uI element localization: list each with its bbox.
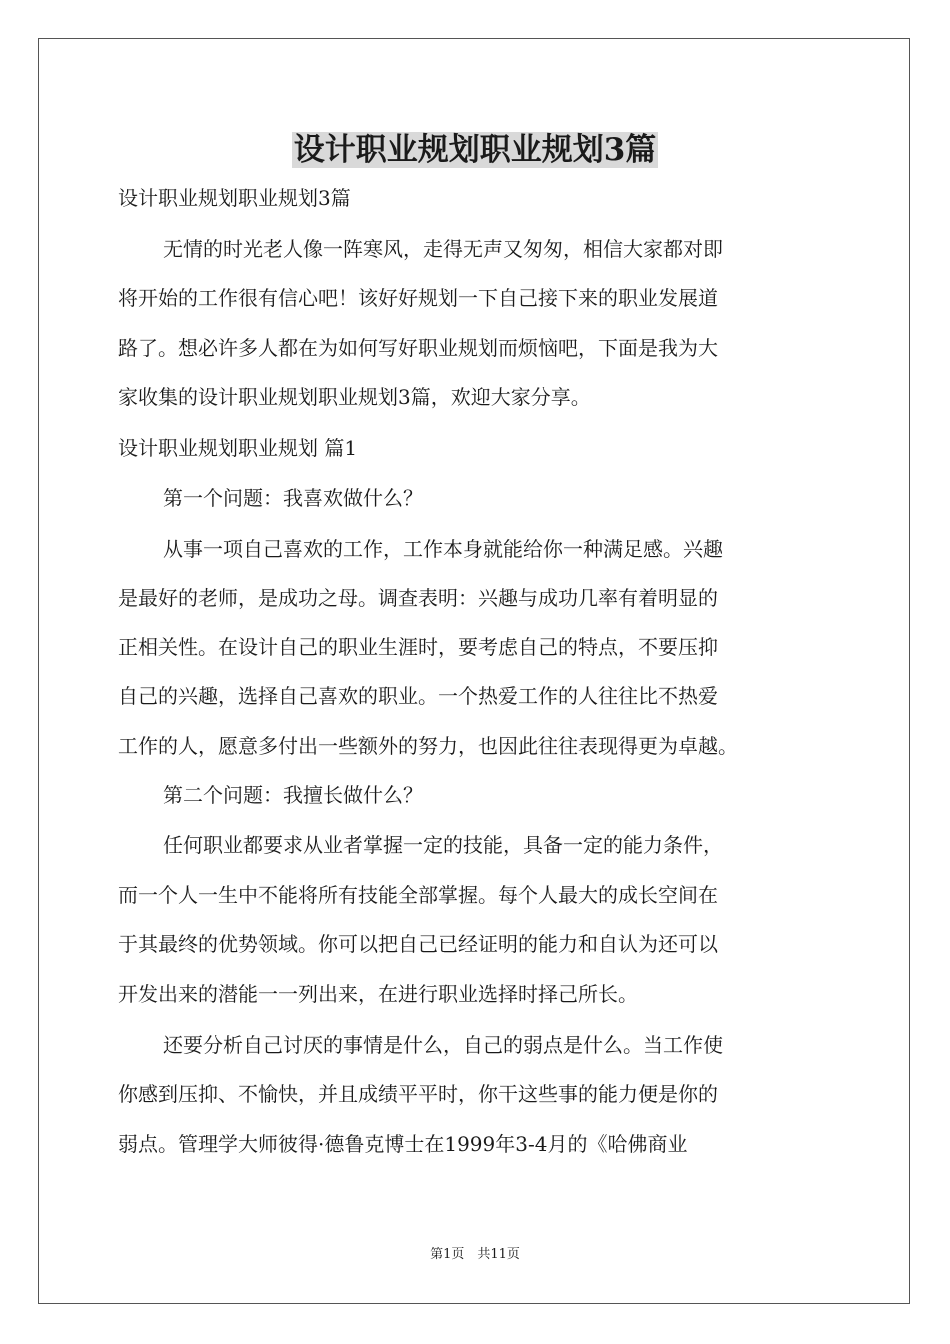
question-heading: 第二个问题：我擅长做什么？ — [163, 783, 423, 807]
paragraph-line: 于其最终的优势领域。你可以把自己已经证明的能力和自认为还可以 — [118, 932, 718, 956]
paragraph-line: 而一个人一生中不能将所有技能全部掌握。每个人最大的成长空间在 — [118, 883, 718, 907]
paragraph-line: 开发出来的潜能一一列出来，在进行职业选择时择己所长。 — [118, 982, 638, 1006]
paragraph-line: 工作的人，愿意多付出一些额外的努力，也因此往往表现得更为卓越。 — [118, 734, 738, 758]
document-title — [0, 128, 950, 172]
subtitle-line: 设计职业规划职业规划3篇 — [118, 186, 351, 210]
paragraph-line: 无情的时光老人像一阵寒风，走得无声又匆匆，相信大家都对即 — [163, 237, 723, 261]
section-heading: 设计职业规划职业规划 篇1 — [118, 436, 358, 460]
page-border — [38, 38, 910, 1304]
paragraph-line: 自己的兴趣，选择自己喜欢的职业。一个热爱工作的人往往比不热爱 — [118, 684, 718, 708]
paragraph-line: 正相关性。在设计自己的职业生涯时，要考虑自己的特点，不要压抑 — [118, 635, 718, 659]
paragraph-line: 家收集的设计职业规划职业规划3篇，欢迎大家分享。 — [118, 385, 591, 409]
paragraph-line: 任何职业都要求从业者掌握一定的技能，具备一定的能力条件， — [163, 833, 723, 857]
paragraph-line: 弱点。管理学大师彼得·德鲁克博士在1999年3-4月的《哈佛商业 — [118, 1132, 688, 1156]
question-heading: 第一个问题：我喜欢做什么？ — [163, 486, 423, 510]
paragraph-line: 是最好的老师，是成功之母。调查表明：兴趣与成功几率有着明显的 — [118, 586, 718, 610]
paragraph-line: 将开始的工作很有信心吧！该好好规划一下自己接下来的职业发展道 — [118, 286, 718, 310]
paragraph-line: 还要分析自己讨厌的事情是什么，自己的弱点是什么。当工作使 — [163, 1033, 723, 1057]
paragraph-line: 路了。想必许多人都在为如何写好职业规划而烦恼吧，下面是我为大 — [118, 336, 718, 360]
document-title-text: 设计职业规划职业规划3篇 — [293, 132, 657, 168]
paragraph-line: 你感到压抑、不愉快，并且成绩平平时，你干这些事的能力便是你的 — [118, 1082, 718, 1106]
page-footer: 第1页 共11页 — [430, 1247, 520, 1262]
paragraph-line: 从事一项自己喜欢的工作，工作本身就能给你一种满足感。兴趣 — [163, 537, 723, 561]
